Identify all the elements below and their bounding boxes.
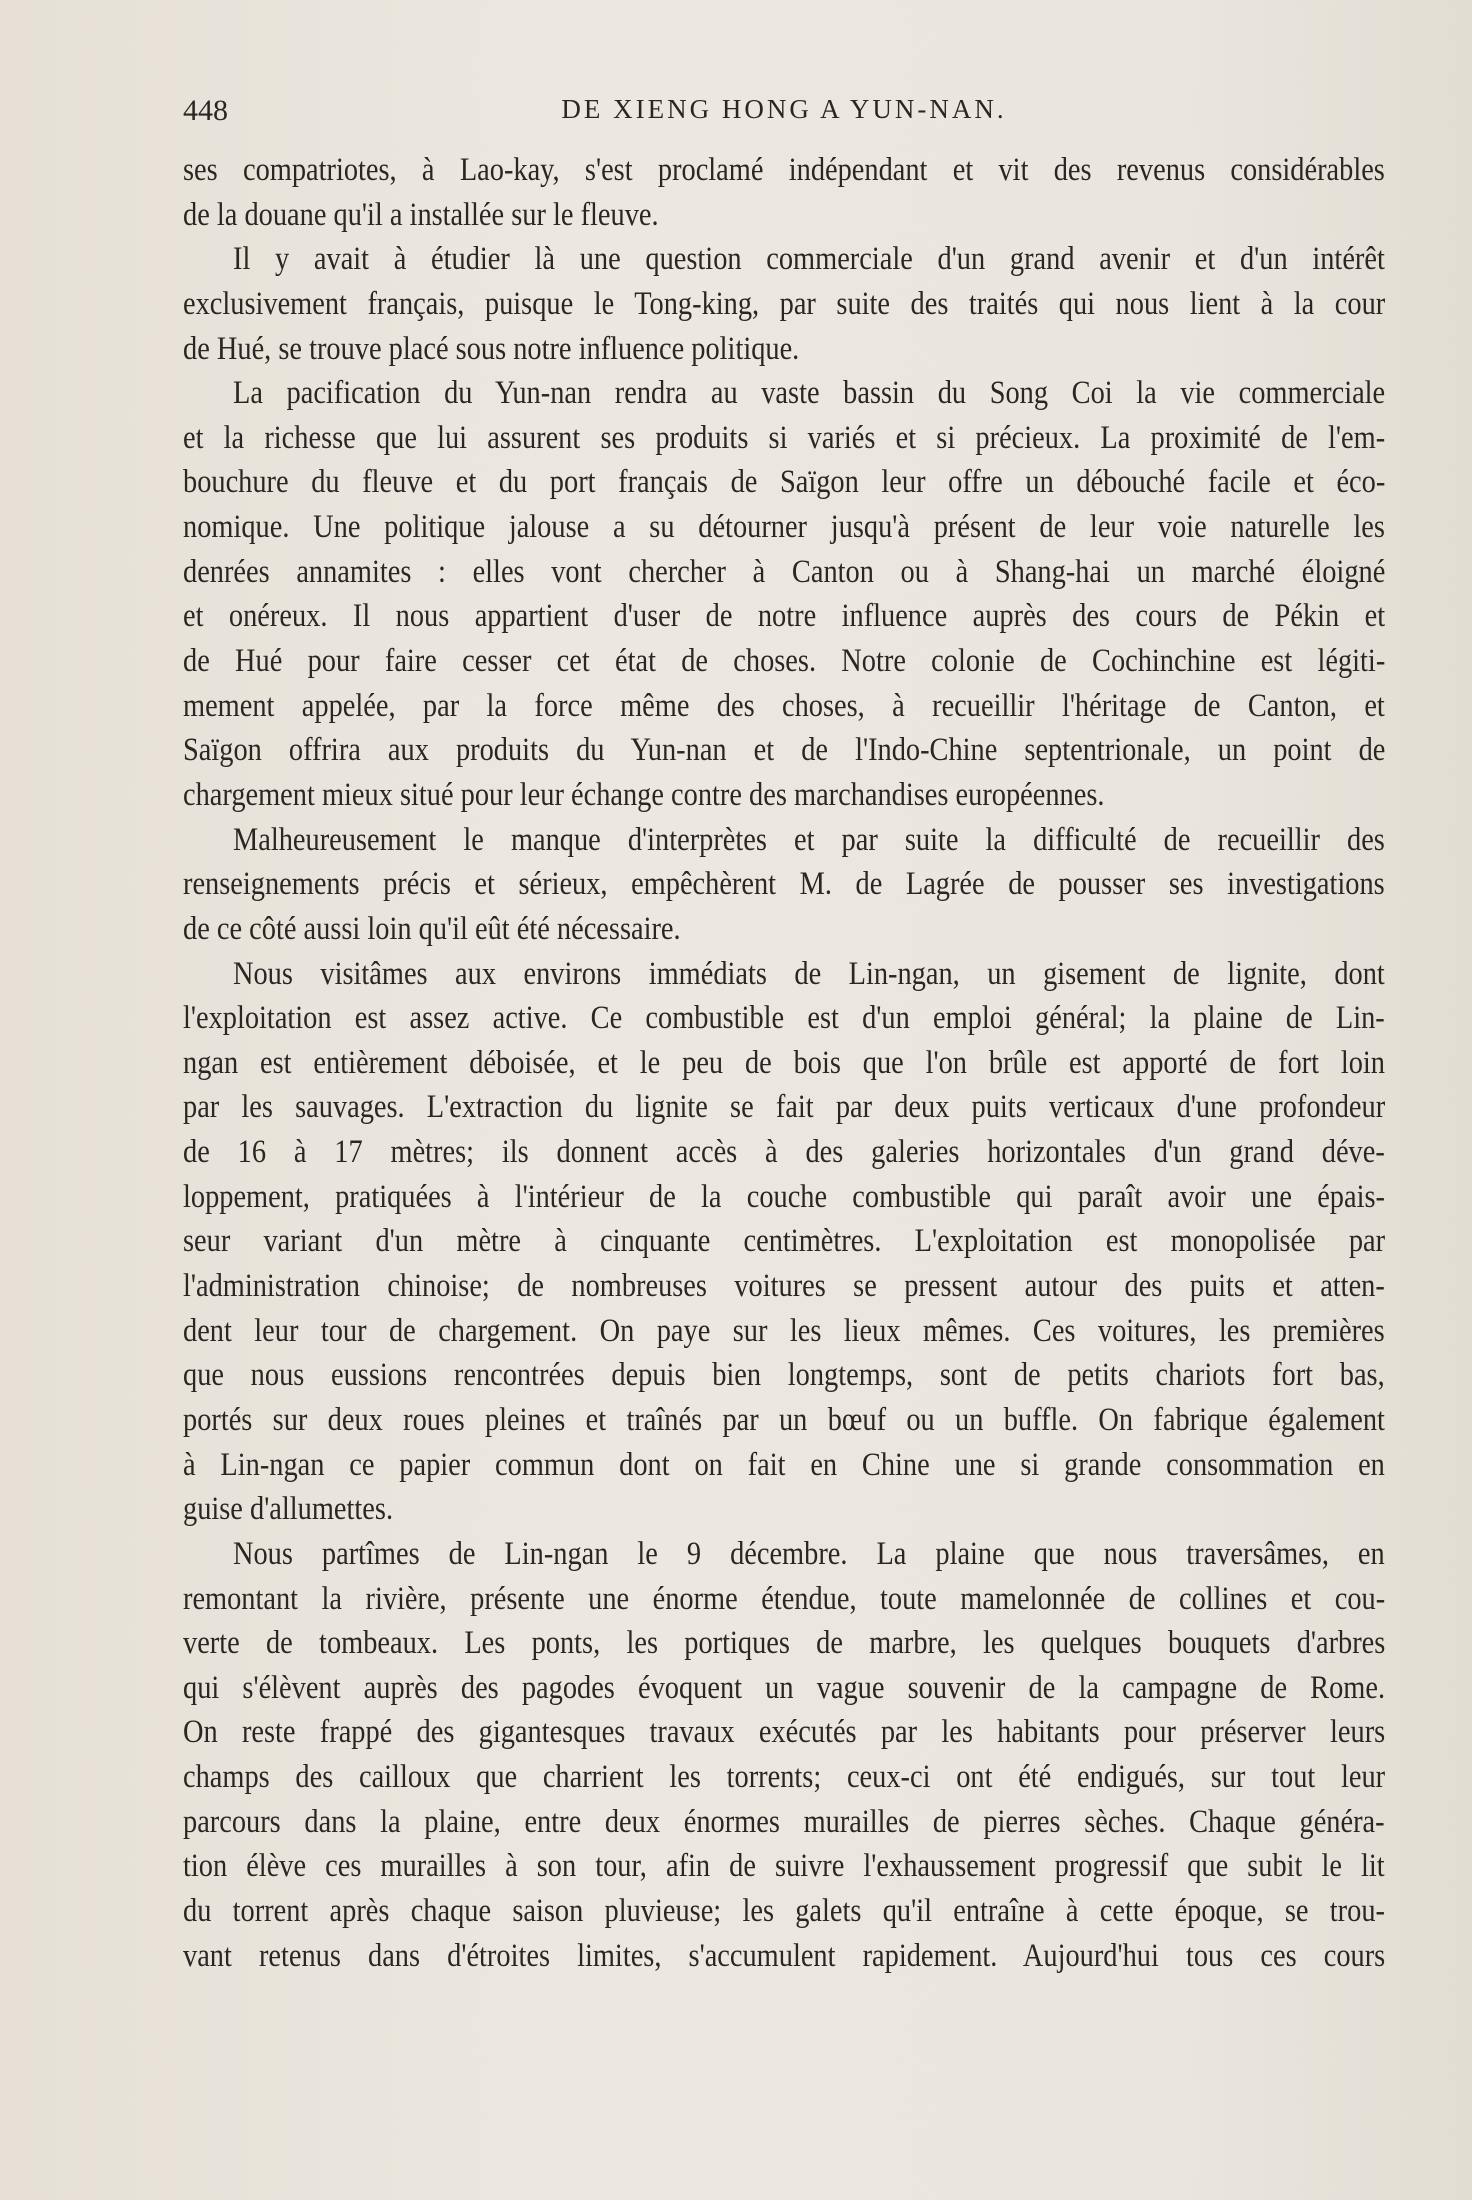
text-line-content: seur variant d'un mètre à cinquante centimètres. L'exploitation est monopolisée par (183, 1223, 1386, 1260)
text-line (183, 1844, 1385, 1889)
text-line-content: loppement, pratiquées à l'intérieur de la couche combustible qui paraît avoir une épais- (183, 1178, 1385, 1215)
text-line (183, 416, 1385, 461)
text-line (183, 773, 1385, 818)
text-line-content: l'exploitation est assez active. Ce combustible est d'un emploi général; la plaine de Lin- (183, 1000, 1385, 1037)
text-line-content: de ce côté aussi loin qu'il eût été nécessaire. (183, 910, 681, 947)
text-line-content: On reste frappé des gigantesques travaux exécutés par les habitants pour préserver leurs (183, 1714, 1386, 1751)
text-line (183, 460, 1385, 505)
text-line (183, 505, 1385, 550)
text-line-content: denrées annamites : elles vont chercher à Canton ou à Shang-hai un marché éloigné (183, 553, 1386, 590)
text-line (183, 1934, 1385, 1979)
text-line-content: Nous visitâmes aux environs immédiats de Lin-ngan, un gisement de lignite, dont (233, 955, 1385, 992)
text-line-content: vant retenus dans d'étroites limites, s'accumulent rapidement. Aujourd'hui tous ces cours (183, 1937, 1386, 1974)
text-line-content: tion élève ces murailles à son tour, afin de suivre l'exhaussement progressif que subit le lit (183, 1848, 1385, 1885)
text-line-content: bouchure du fleuve et du port français de Saïgon leur offre un débouché facile et éco- (183, 464, 1386, 501)
text-line (183, 952, 1385, 997)
text-line (183, 728, 1385, 773)
text-line (183, 1755, 1385, 1800)
text-line-content: qui s'élèvent auprès des pagodes évoquent un vague souvenir de la campagne de Rome. (183, 1669, 1386, 1706)
text-line (183, 327, 1385, 372)
text-line (183, 550, 1385, 595)
text-line (183, 639, 1385, 684)
text-line (183, 684, 1385, 729)
running-title: DE XIENG HONG A YUN-NAN. (561, 94, 1007, 124)
text-line-content: ses compatriotes, à Lao-kay, s'est proclamé indépendant et vit des revenus considérables (183, 152, 1385, 188)
text-line (183, 1621, 1385, 1666)
text-line (183, 1041, 1385, 1086)
text-line (183, 1264, 1385, 1309)
text-line-content: mement appelée, par la force même des choses, à recueillir l'héritage de Canton, et (183, 687, 1385, 724)
text-line-content: parcours dans la plaine, entre deux énormes murailles de pierres sèches. Chaque généra- (183, 1803, 1385, 1840)
text-line (183, 1800, 1385, 1845)
text-line-content: Il y avait à étudier là une question commerciale d'un grand avenir et d'un intérêt (233, 241, 1385, 278)
text-line-content: de Hué, se trouve placé sous notre influence politique. (183, 330, 800, 367)
text-line (183, 1487, 1385, 1532)
text-line (183, 1889, 1385, 1934)
text-line (183, 594, 1385, 639)
text-line-content: Saïgon offrira aux produits du Yun-nan et de l'Indo-Chine septentrionale, un point de (183, 732, 1386, 769)
text-line (183, 371, 1385, 416)
text-line-content: verte de tombeaux. Les ponts, les portiques de marbre, les quelques bouquets d'arbres (183, 1625, 1386, 1662)
text-line-content: portés sur deux roues pleines et traînés par un bœuf ou un buffle. On fabrique également (183, 1401, 1385, 1438)
text-line-content: et la richesse que lui assurent ses produits si variés et si précieux. La proximité de l'em- (183, 419, 1386, 456)
text-line (183, 1353, 1385, 1398)
page-number: 448 (183, 94, 228, 127)
text-line-content: chargement mieux situé pour leur échange contre des marchandises européennes. (183, 776, 1105, 813)
body-text (183, 148, 1385, 1978)
text-line (183, 1309, 1385, 1354)
text-line (183, 862, 1385, 907)
text-line-content: Malheureusement le manque d'interprètes et par suite la difficulté de recueillir des (233, 821, 1385, 858)
text-line (183, 996, 1385, 1041)
text-line-content: de la douane qu'il a installée sur le fleuve. (183, 196, 659, 233)
text-line-content: guise d'allumettes. (183, 1491, 394, 1528)
text-line-content: Nous partîmes de Lin-ngan le 9 décembre. La plaine que nous traversâmes, en (233, 1535, 1385, 1572)
text-line (183, 1532, 1385, 1577)
text-line (183, 1577, 1385, 1622)
text-line-content: La pacification du Yun-nan rendra au vaste bassin du Song Coi la vie commerciale (233, 375, 1386, 412)
text-line (183, 193, 1385, 238)
text-line (183, 1130, 1385, 1175)
text-line (183, 1219, 1385, 1264)
text-line (183, 237, 1385, 282)
text-line-content: remontant la rivière, présente une énorme étendue, toute mamelonnée de collines et cou- (183, 1580, 1386, 1617)
text-line (183, 282, 1385, 327)
text-line-content: ngan est entièrement déboisée, et le peu de bois que l'on brûle est apporté de fort loin (183, 1044, 1386, 1081)
text-line (183, 1175, 1385, 1220)
text-line-content: à Lin-ngan ce papier commun dont on fait en Chine une si grande consommation en (183, 1446, 1385, 1483)
text-line-content: nomique. Une politique jalouse a su détourner jusqu'à présent de leur voie naturelle les (183, 509, 1385, 546)
text-line-content: exclusivement français, puisque le Tong-king, par suite des traités qui nous lient à la cour (183, 285, 1386, 322)
text-line (183, 1710, 1385, 1755)
text-line (183, 1443, 1385, 1488)
text-line-content: de Hué pour faire cesser cet état de choses. Notre colonie de Cochinchine est légiti- (183, 643, 1386, 680)
text-line (183, 818, 1385, 863)
text-line-content: du torrent après chaque saison pluvieuse; les galets qu'il entraîne à cette époque, se trou- (183, 1892, 1385, 1929)
text-line-content: et onéreux. Il nous appartient d'user de notre influence auprès des cours de Pékin et (183, 598, 1386, 635)
text-line (183, 148, 1385, 193)
text-line-content: l'administration chinoise; de nombreuses voitures se pressent autour des puits et atten- (183, 1268, 1385, 1305)
text-line (183, 1666, 1385, 1711)
text-line-content: dent leur tour de chargement. On paye sur les lieux mêmes. Ces voitures, les premières (183, 1312, 1385, 1349)
text-line-content: par les sauvages. L'extraction du lignite se fait par deux puits verticaux d'une profondeur (183, 1089, 1386, 1126)
text-line (183, 1398, 1385, 1443)
text-line (183, 1085, 1385, 1130)
text-line-content: renseignements précis et sérieux, empêchèrent M. de Lagrée de pousser ses investigations (183, 866, 1385, 903)
text-line-content: de 16 à 17 mètres; ils donnent accès à des galeries horizontales d'un grand déve- (183, 1134, 1385, 1171)
text-line-content: que nous eussions rencontrées depuis bien longtemps, sont de petits chariots fort bas, (183, 1357, 1385, 1394)
text-line (183, 907, 1385, 952)
text-line-content: champs des cailloux que charrient les torrents; ceux-ci ont été endigués, sur tout leur (183, 1759, 1386, 1796)
